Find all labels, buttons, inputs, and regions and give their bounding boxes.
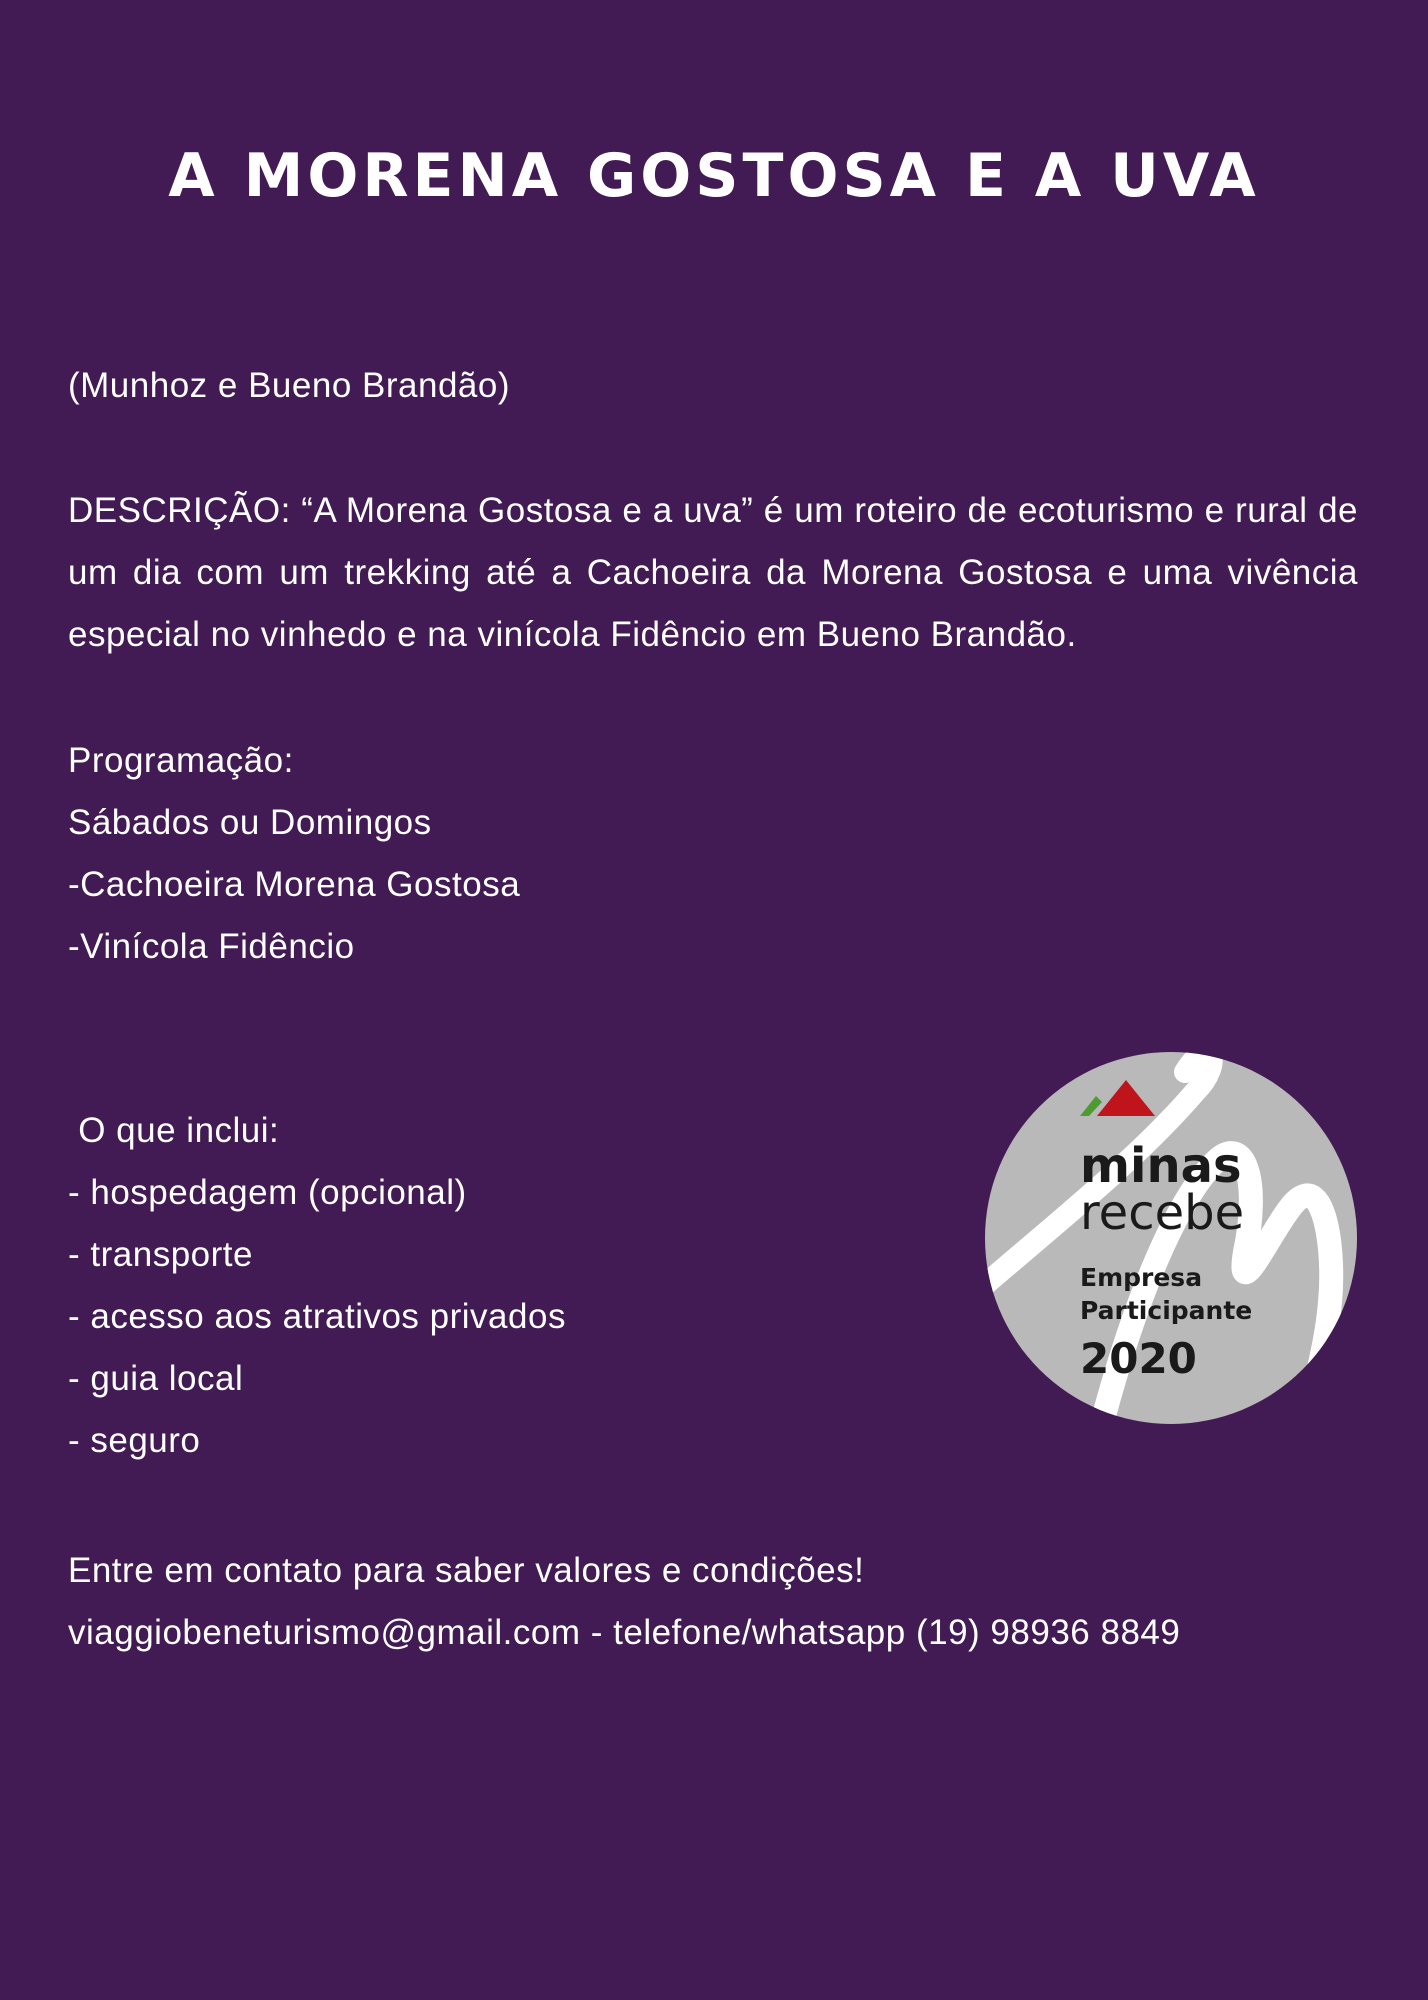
includes-item: - transporte — [68, 1235, 253, 1274]
badge-year: 2020 — [1080, 1334, 1197, 1383]
minas-recebe-badge — [985, 1052, 1357, 1424]
includes-heading: O que inclui: — [68, 1111, 280, 1150]
location-text — [68, 355, 1358, 417]
page-title: A MORENA GOSTOSA E A UVA — [168, 141, 1260, 211]
badge-word-minas: minas — [1080, 1138, 1242, 1194]
location-label: (Munhoz e Bueno Brandão) — [68, 366, 510, 405]
schedule-item: -Vinícola Fidêncio — [68, 927, 355, 966]
includes-item: - seguro — [68, 1421, 201, 1460]
includes-item: - guia local — [68, 1359, 244, 1398]
schedule-days: Sábados ou Domingos — [68, 803, 432, 842]
badge-label-participante: Participante — [1080, 1296, 1253, 1325]
schedule-heading: Programação: — [68, 741, 294, 780]
badge-word-recebe: recebe — [1080, 1185, 1245, 1241]
schedule-item: -Cachoeira Morena Gostosa — [68, 865, 521, 904]
contact-details: viaggiobeneturismo@gmail.com - telefone/whatsapp (19) 98936 8849 — [68, 1613, 1181, 1652]
contact-cta: Entre em contato para saber valores e condições! — [68, 1551, 865, 1590]
contact-section — [68, 1540, 1358, 1664]
description-paragraph: DESCRIÇÃO: “A Morena Gostosa e a uva” é um roteiro de ecoturismo e rural de um dia com um trekking até a Cachoeira da Morena Gostosa e uma vivência especial no vinhedo e na vinícola Fidêncio em Bueno Brandão. — [68, 491, 1358, 654]
includes-item: - acesso aos atrativos privados — [68, 1297, 566, 1336]
badge-label-empresa: Empresa — [1080, 1263, 1203, 1292]
schedule-section — [68, 730, 1358, 978]
includes-item: - hospedagem (opcional) — [68, 1173, 467, 1212]
